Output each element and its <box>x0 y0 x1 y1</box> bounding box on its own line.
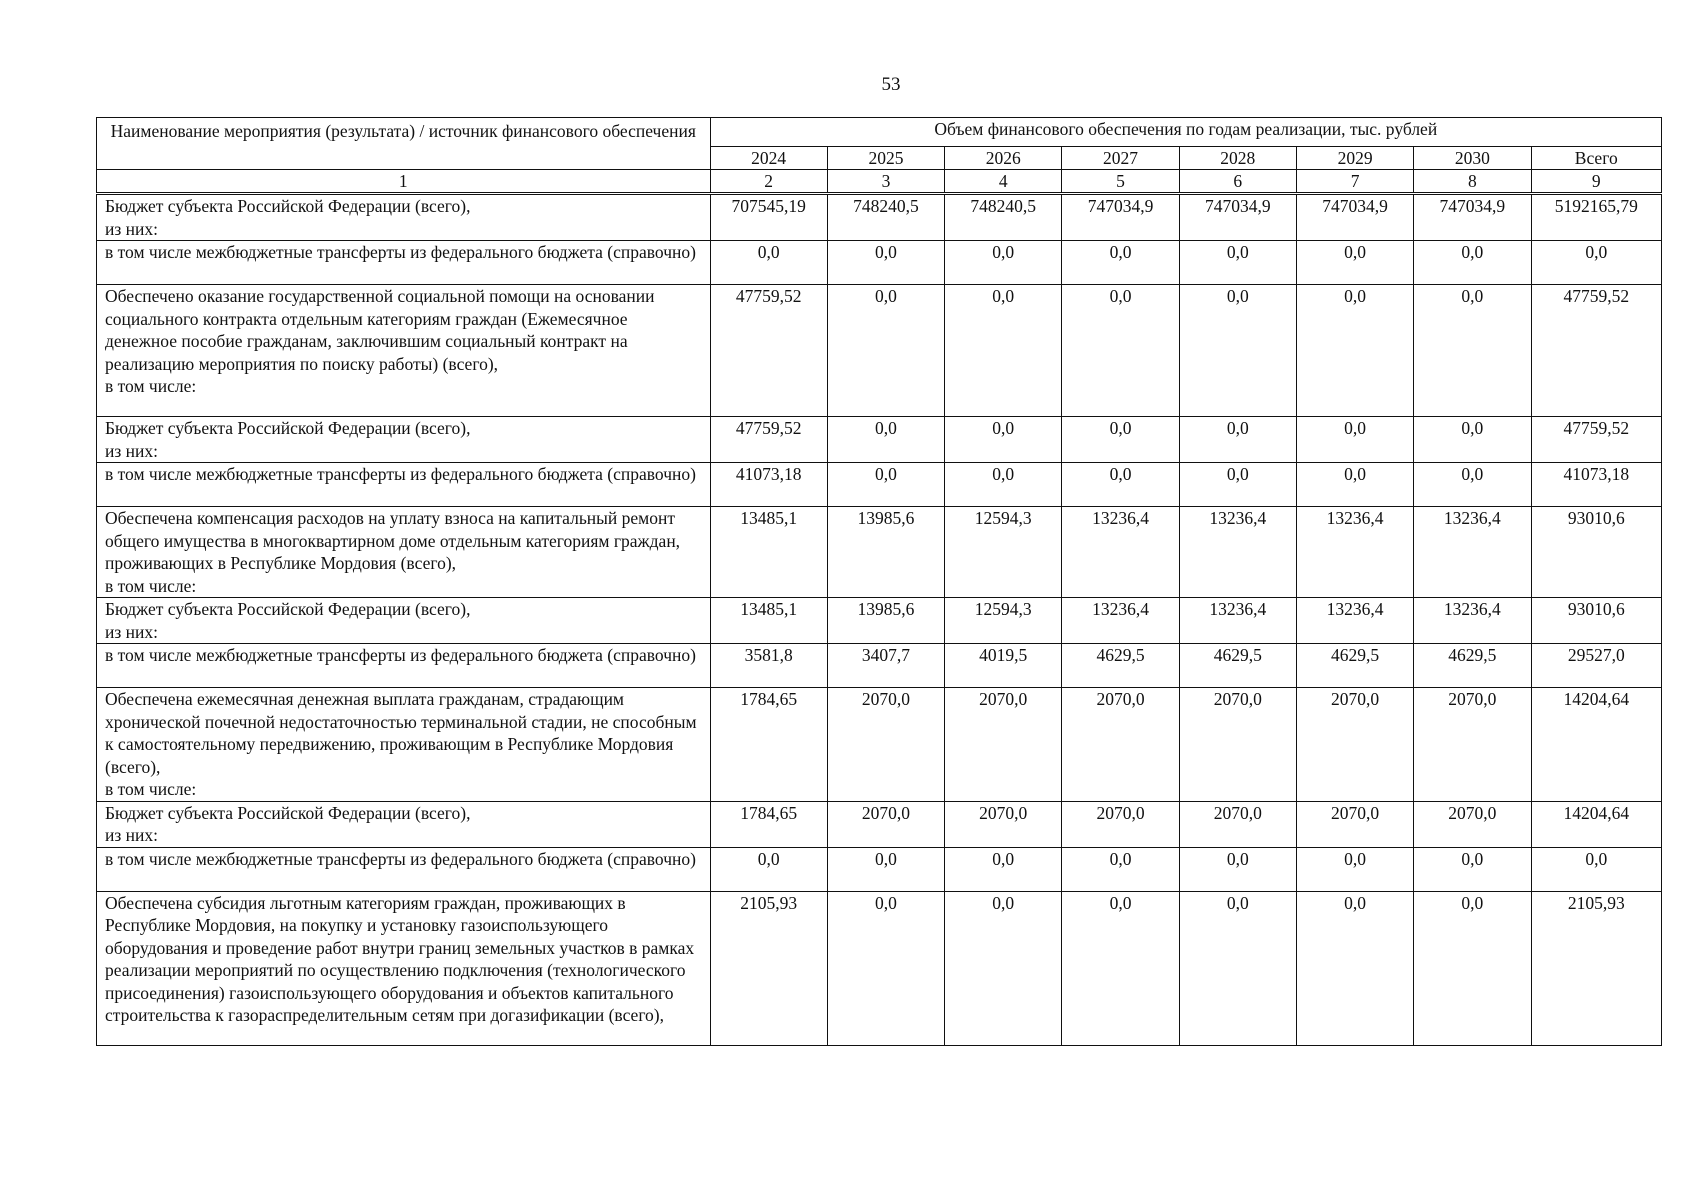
row-value: 47759,52 <box>1531 417 1662 463</box>
row-value: 0,0 <box>1179 463 1296 507</box>
row-value: 13985,6 <box>827 598 944 644</box>
row-value: 4019,5 <box>945 644 1062 688</box>
year-header: Всего <box>1531 147 1662 170</box>
row-value: 0,0 <box>1179 241 1296 285</box>
row-value: 2070,0 <box>1414 801 1531 847</box>
row-name: в том числе межбюджетные трансферты из федерального бюджета (справочно) <box>97 463 711 507</box>
row-value: 0,0 <box>1062 463 1179 507</box>
row-value: 14204,64 <box>1531 801 1662 847</box>
row-value: 0,0 <box>1414 463 1531 507</box>
row-value: 0,0 <box>945 241 1062 285</box>
row-name: в том числе межбюджетные трансферты из федерального бюджета (справочно) <box>97 241 711 285</box>
row-value: 13236,4 <box>1062 598 1179 644</box>
row-value: 0,0 <box>1062 241 1179 285</box>
row-value: 0,0 <box>945 285 1062 417</box>
financing-table <box>96 117 1662 1046</box>
column-number: 2 <box>710 170 827 194</box>
row-name: Бюджет субъекта Российской Федерации (всего), из них: <box>97 417 711 463</box>
row-value: 4629,5 <box>1296 644 1413 688</box>
row-value: 0,0 <box>1414 285 1531 417</box>
row-value: 2070,0 <box>827 688 944 802</box>
row-value: 0,0 <box>1179 891 1296 1045</box>
row-value: 47759,52 <box>1531 285 1662 417</box>
row-name: Бюджет субъекта Российской Федерации (всего), из них: <box>97 598 711 644</box>
row-value: 747034,9 <box>1296 194 1413 241</box>
row-value: 12594,3 <box>945 598 1062 644</box>
row-value: 14204,64 <box>1531 688 1662 802</box>
row-value: 0,0 <box>827 241 944 285</box>
row-value: 13236,4 <box>1179 507 1296 598</box>
row-value: 2070,0 <box>827 801 944 847</box>
row-value: 747034,9 <box>1414 194 1531 241</box>
row-value: 13236,4 <box>1414 507 1531 598</box>
row-value: 747034,9 <box>1062 194 1179 241</box>
table-row <box>97 194 1662 241</box>
row-value: 0,0 <box>1531 847 1662 891</box>
row-value: 13485,1 <box>710 598 827 644</box>
table-row <box>97 463 1662 507</box>
year-header: 2029 <box>1296 147 1413 170</box>
column-number: 1 <box>97 170 711 194</box>
row-value: 2070,0 <box>945 688 1062 802</box>
row-value: 47759,52 <box>710 417 827 463</box>
row-value: 747034,9 <box>1179 194 1296 241</box>
row-value: 0,0 <box>1414 417 1531 463</box>
row-name: Обеспечена ежемесячная денежная выплата гражданам, страдающим хронической почечной недостаточностью терминальной стадии, не способным к самостоятельному передвижению, проживающим в Республике Мордовия (всего), в том числе: <box>97 688 711 802</box>
row-value: 0,0 <box>1296 463 1413 507</box>
row-value: 0,0 <box>1062 891 1179 1045</box>
row-value: 13485,1 <box>710 507 827 598</box>
name-column-header: Наименование мероприятия (результата) / источник финансового обеспечения <box>97 118 711 170</box>
year-header: 2027 <box>1062 147 1179 170</box>
column-number: 7 <box>1296 170 1413 194</box>
column-number: 4 <box>945 170 1062 194</box>
row-value: 0,0 <box>1062 847 1179 891</box>
row-value: 29527,0 <box>1531 644 1662 688</box>
row-value: 2070,0 <box>945 801 1062 847</box>
row-value: 0,0 <box>1062 417 1179 463</box>
row-value: 0,0 <box>827 417 944 463</box>
year-header: 2026 <box>945 147 1062 170</box>
row-value: 93010,6 <box>1531 507 1662 598</box>
row-value: 4629,5 <box>1414 644 1531 688</box>
year-header: 2030 <box>1414 147 1531 170</box>
row-value: 0,0 <box>1062 285 1179 417</box>
table-row <box>97 801 1662 847</box>
table-body <box>97 194 1662 1046</box>
row-value: 0,0 <box>945 891 1062 1045</box>
year-header: 2025 <box>827 147 944 170</box>
row-value: 5192165,79 <box>1531 194 1662 241</box>
row-value: 13236,4 <box>1179 598 1296 644</box>
column-numbers-row <box>97 170 1662 194</box>
row-value: 13236,4 <box>1296 507 1413 598</box>
table-row <box>97 644 1662 688</box>
table-row <box>97 688 1662 802</box>
row-name: Обеспечено оказание государственной социальной помощи на основании социального контракта отдельным категориям граждан (Ежемесячное денежное пособие гражданам, заключившим социальный контракт на реализацию мероприятия по поиску работы) (всего), в том числе: <box>97 285 711 417</box>
row-value: 0,0 <box>827 847 944 891</box>
row-value: 0,0 <box>710 847 827 891</box>
table-header <box>97 118 1662 194</box>
row-value: 41073,18 <box>710 463 827 507</box>
row-value: 2070,0 <box>1296 688 1413 802</box>
table-row <box>97 285 1662 417</box>
row-value: 2070,0 <box>1296 801 1413 847</box>
row-name: Обеспечена субсидия льготным категориям граждан, проживающих в Республике Мордовия, на покупку и установку газоиспользующего оборудования и проведение работ внутри границ земельных участков в рамках реализации мероприятий по осуществлению подключения (технологического присоединения) газоиспользующего оборудования и объектов капитального строительства к газораспределительным сетям при догазификации (всего), <box>97 891 711 1045</box>
row-value: 2105,93 <box>710 891 827 1045</box>
row-value: 748240,5 <box>945 194 1062 241</box>
row-value: 0,0 <box>1296 285 1413 417</box>
row-name: Бюджет субъекта Российской Федерации (всего), из них: <box>97 801 711 847</box>
column-number: 8 <box>1414 170 1531 194</box>
volume-header: Объем финансового обеспечения по годам реализации, тыс. рублей <box>710 118 1661 147</box>
row-value: 4629,5 <box>1179 644 1296 688</box>
table-row <box>97 417 1662 463</box>
row-value: 1784,65 <box>710 801 827 847</box>
column-number: 5 <box>1062 170 1179 194</box>
table-row <box>97 847 1662 891</box>
row-value: 0,0 <box>1296 241 1413 285</box>
year-header: 2028 <box>1179 147 1296 170</box>
column-number: 6 <box>1179 170 1296 194</box>
row-value: 2105,93 <box>1531 891 1662 1045</box>
row-value: 0,0 <box>1296 891 1413 1045</box>
row-value: 0,0 <box>945 417 1062 463</box>
row-value: 0,0 <box>827 463 944 507</box>
row-value: 0,0 <box>1414 891 1531 1045</box>
row-value: 0,0 <box>827 285 944 417</box>
row-value: 93010,6 <box>1531 598 1662 644</box>
row-value: 0,0 <box>1296 847 1413 891</box>
row-value: 0,0 <box>945 847 1062 891</box>
row-value: 2070,0 <box>1062 688 1179 802</box>
row-value: 12594,3 <box>945 507 1062 598</box>
row-value: 13236,4 <box>1062 507 1179 598</box>
row-value: 47759,52 <box>710 285 827 417</box>
row-value: 0,0 <box>1179 417 1296 463</box>
table-row <box>97 507 1662 598</box>
row-value: 3581,8 <box>710 644 827 688</box>
row-value: 0,0 <box>1296 417 1413 463</box>
row-value: 0,0 <box>1179 847 1296 891</box>
page-number: 53 <box>881 74 901 95</box>
row-value: 707545,19 <box>710 194 827 241</box>
row-value: 13236,4 <box>1414 598 1531 644</box>
table-row <box>97 891 1662 1045</box>
column-number: 3 <box>827 170 944 194</box>
row-value: 13236,4 <box>1296 598 1413 644</box>
row-value: 2070,0 <box>1414 688 1531 802</box>
row-value: 4629,5 <box>1062 644 1179 688</box>
row-name: Бюджет субъекта Российской Федерации (всего), из них: <box>97 194 711 241</box>
row-value: 2070,0 <box>1062 801 1179 847</box>
row-name: в том числе межбюджетные трансферты из федерального бюджета (справочно) <box>97 847 711 891</box>
row-value: 1784,65 <box>710 688 827 802</box>
row-name: в том числе межбюджетные трансферты из федерального бюджета (справочно) <box>97 644 711 688</box>
column-number: 9 <box>1531 170 1662 194</box>
row-value: 0,0 <box>1179 285 1296 417</box>
row-value: 3407,7 <box>827 644 944 688</box>
row-value: 0,0 <box>945 463 1062 507</box>
row-value: 0,0 <box>1531 241 1662 285</box>
row-name: Обеспечена компенсация расходов на уплату взноса на капитальный ремонт общего имущества в многоквартирном доме отдельным категориям граждан, проживающих в Республике Мордовия (всего), в том числе: <box>97 507 711 598</box>
row-value: 0,0 <box>1414 241 1531 285</box>
row-value: 2070,0 <box>1179 801 1296 847</box>
year-header: 2024 <box>710 147 827 170</box>
row-value: 41073,18 <box>1531 463 1662 507</box>
row-value: 13985,6 <box>827 507 944 598</box>
table-row <box>97 241 1662 285</box>
row-value: 2070,0 <box>1179 688 1296 802</box>
row-value: 748240,5 <box>827 194 944 241</box>
row-value: 0,0 <box>827 891 944 1045</box>
row-value: 0,0 <box>710 241 827 285</box>
table-row <box>97 598 1662 644</box>
row-value: 0,0 <box>1414 847 1531 891</box>
